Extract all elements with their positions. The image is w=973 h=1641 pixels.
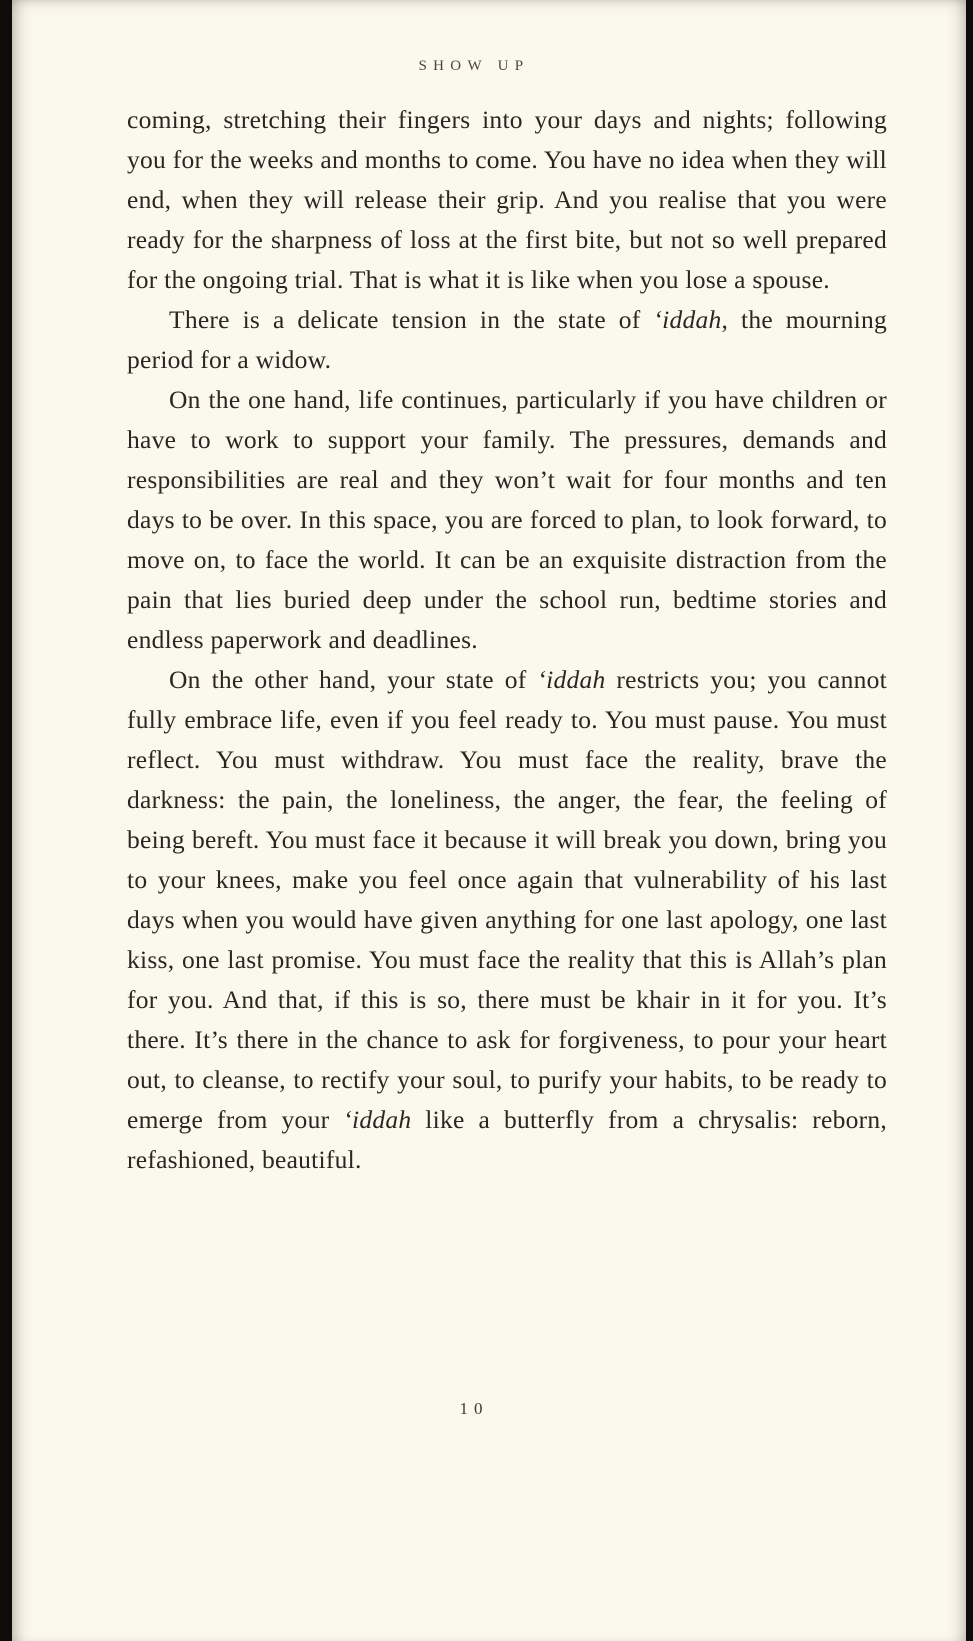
book-page bbox=[12, 0, 966, 1641]
italic-term: ‘iddah bbox=[343, 1105, 412, 1134]
body-text bbox=[127, 100, 887, 1180]
text-run: On the one hand, life continues, particularly if you have children or have to work to support your family. The pressures, demands and responsibilities are real and they won’t wait for four months and ten days to be over. In this space, you are forced to plan, to look forward, to move on, to face the world. It can be an exquisite distraction from the pain that lies buried deep under the school run, bedtime stories and endless paperwork and deadlines. bbox=[127, 385, 887, 654]
italic-term: ‘iddah bbox=[537, 665, 606, 694]
running-header: SHOW UP bbox=[418, 58, 530, 74]
italic-term: ‘iddah bbox=[653, 305, 722, 334]
text-run: , the mourning period for a widow. bbox=[127, 305, 887, 374]
page-number: 10 bbox=[459, 1399, 489, 1418]
paragraph bbox=[127, 660, 887, 1180]
text-run: On the other hand, your state of bbox=[169, 665, 538, 694]
paragraph bbox=[127, 380, 887, 660]
paragraph bbox=[127, 100, 887, 300]
text-run: like a butterfly from a chrysalis: reborn, refashioned, beautiful. bbox=[127, 1105, 888, 1174]
text-run: restricts you; you cannot fully embrace life, even if you feel ready to. You must pause. You must reflect. You must withdraw. You must face the reality, brave the darkness: the pain, the loneliness, the anger, the fear, the feeling of being bereft. You must face it because it will break you down, bring you to your knees, make you feel once again that vulnerability of his last days when you would have given anything for one last apology, one last kiss, one last promise. You must face the reality that this is Allah’s plan for you. And that, if this is so, there must be khair in it for you. It’s there. It’s there in the chance to ask for forgiveness, to pour your heart out, to cleanse, to rectify your soul, to purify your habits, to be ready to emerge from your bbox=[127, 665, 887, 1134]
text-run: There is a delicate tension in the state of bbox=[169, 305, 654, 334]
text-run: coming, stretching their fingers into your days and nights; following you for the weeks and months to come. You have no idea when they will end, when they will release their grip. And you realise that you were ready for the sharpness of loss at the first bite, but not so well prepared for the ongoing trial. That is what it is like when you lose a spouse. bbox=[127, 105, 887, 294]
paragraph bbox=[127, 300, 887, 380]
